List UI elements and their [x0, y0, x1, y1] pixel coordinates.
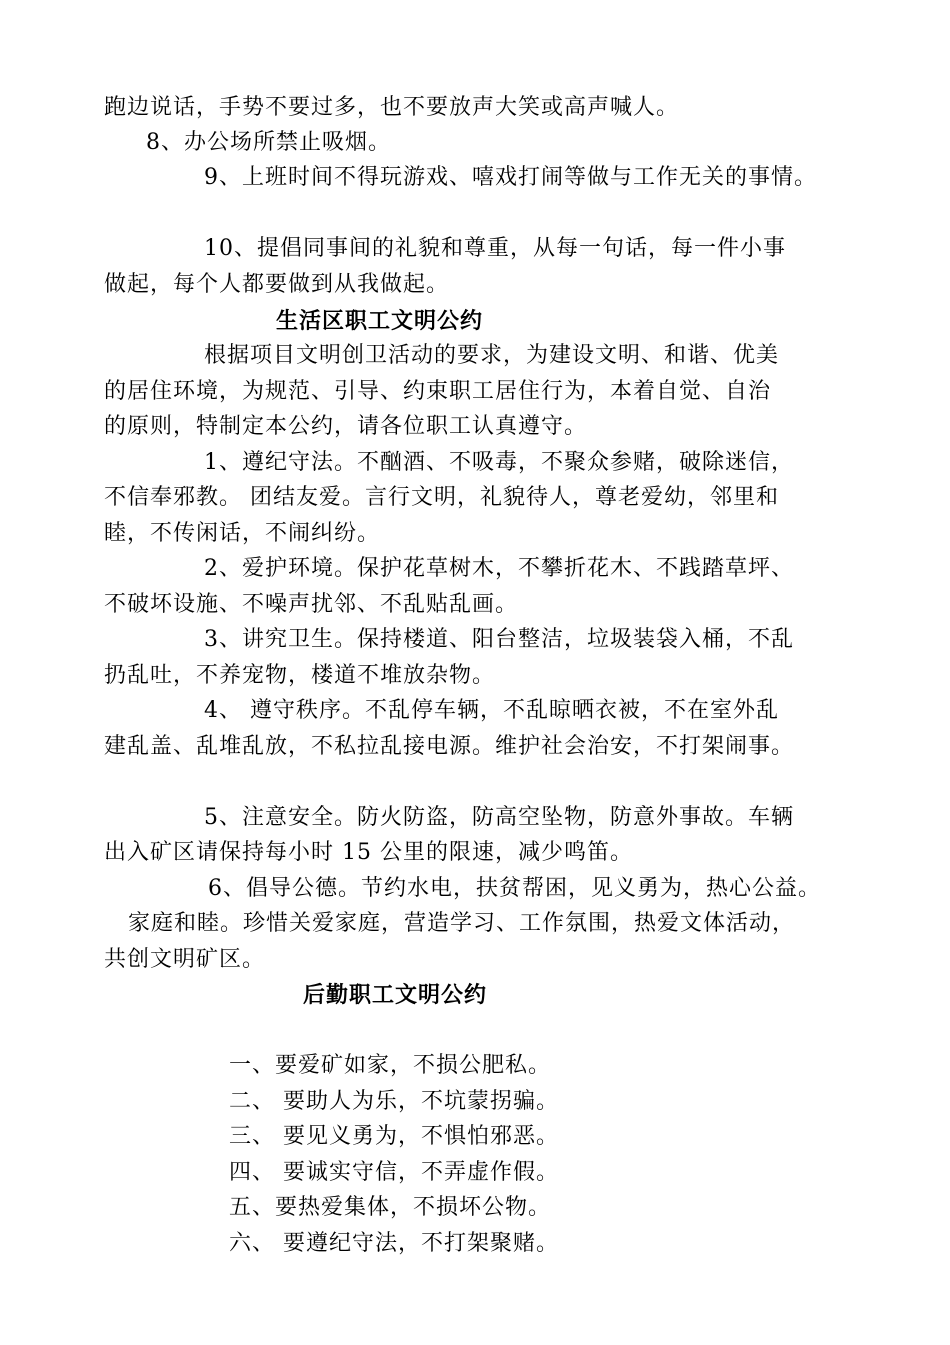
pledge-item: 三、 要见义勇为，不惧怕邪恶。: [229, 1124, 559, 1149]
rule-line: 2、爱护环境。保护花草树木，不攀折花木、不践踏草坪、: [204, 556, 794, 581]
rule-line: 不信奉邪教。 团结友爱。言行文明，礼貌待人，尊老爱幼，邻里和: [104, 485, 779, 510]
rule-9: 9、上班时间不得玩游戏、嘻戏打闹等做与工作无关的事情。: [204, 165, 817, 190]
rule-line: 1、遵纪守法。不酗酒、不吸毒，不聚众参赌，破除迷信，: [204, 450, 794, 475]
intro-line: 根据项目文明创卫活动的要求，为建设文明、和谐、优美: [204, 343, 780, 368]
pledge-item: 二、 要助人为乐，不坑蒙拐骗。: [229, 1089, 559, 1114]
rule-line: 出入矿区请保持每小时 15 公里的限速，减少鸣笛。: [104, 840, 633, 865]
body-line: 跑边说话，手势不要过多，也不要放声大笑或高声喊人。: [104, 95, 680, 120]
intro-line: 的原则，特制定本公约，请各位职工认真遵守。: [104, 414, 588, 439]
rule-10: 10、提倡同事间的礼貌和尊重，从每一句话，每一件小事: [204, 236, 786, 261]
rule-line: 5、注意安全。防火防盗，防高空坠物，防意外事故。车辆: [204, 805, 794, 830]
pledge-item: 六、 要遵纪守法，不打架聚赌。: [229, 1231, 559, 1256]
pledge-item: 四、 要诚实守信，不弄虚作假。: [229, 1160, 559, 1185]
rule-line: 6、倡导公德。节约水电，扶贫帮困，见义勇为，热心公益。: [208, 876, 821, 901]
pledge-item: 一、要爱矿如家，不损公肥私。: [229, 1053, 552, 1078]
rule-line: 共创文明矿区。: [104, 947, 266, 972]
body-line: 做起，每个人都要做到从我做起。: [104, 272, 450, 297]
rule-line: 4、 遵守秩序。不乱停车辆，不乱晾晒衣被，不在室外乱: [204, 698, 779, 723]
section-title-living-area: 生活区职工文明公约: [276, 308, 484, 334]
rule-8: 8、办公场所禁止吸烟。: [146, 130, 391, 155]
pledge-item: 五、要热爱集体，不损坏公物。: [229, 1195, 552, 1220]
rule-line: 睦，不传闲话，不闹纠纷。: [104, 521, 381, 546]
rule-line: 家庭和睦。珍惜关爱家庭，营造学习、工作氛围，热爱文体活动，: [128, 911, 796, 936]
intro-line: 的居住环境，为规范、引导、约束职工居住行为，本着自觉、自治: [104, 379, 772, 404]
rule-line: 扔乱吐，不养宠物，楼道不堆放杂物。: [104, 663, 496, 688]
section-title-logistics: 后勤职工文明公约: [303, 982, 488, 1008]
rule-line: 不破坏设施、不噪声扰邻、不乱贴乱画。: [104, 592, 519, 617]
rule-line: 建乱盖、乱堆乱放，不私拉乱接电源。维护社会治安，不打架闹事。: [104, 734, 795, 759]
rule-line: 3、讲究卫生。保持楼道、阳台整洁，垃圾装袋入桶，不乱: [204, 627, 794, 652]
